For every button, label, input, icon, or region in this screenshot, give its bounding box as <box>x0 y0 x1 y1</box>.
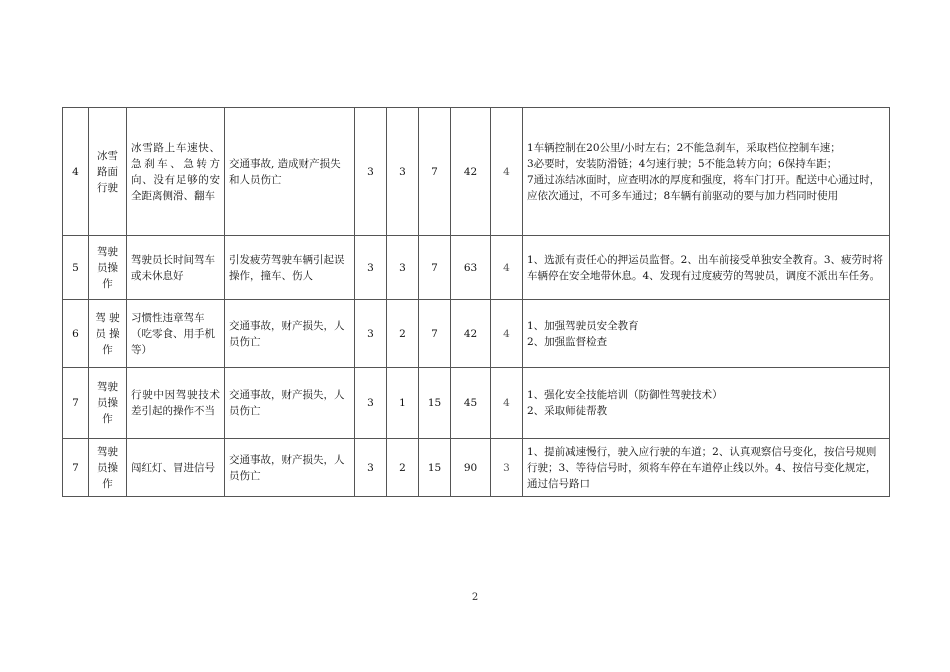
likelihood-cell: 3 <box>355 236 387 300</box>
risk-level-cell: 4 <box>491 368 523 439</box>
table-row <box>63 368 890 439</box>
risk-score-cell: 90 <box>451 439 491 497</box>
consequence-cell: 交通事故, 造成财产损失和人员伤亡 <box>225 108 355 236</box>
control-measures-cell: 1、加强驾驶员安全教育 2、加强监督检查 <box>523 300 890 368</box>
exposure-cell: 2 <box>387 300 419 368</box>
exposure-cell: 1 <box>387 368 419 439</box>
activity-cell: 驾驶 员操 作 <box>89 236 127 300</box>
row-number: 5 <box>63 236 89 300</box>
row-number: 6 <box>63 300 89 368</box>
risk-score-cell: 42 <box>451 300 491 368</box>
activity-cell: 冰雪 路面 行驶 <box>89 108 127 236</box>
table-row <box>63 300 890 368</box>
risk-level-cell: 4 <box>491 236 523 300</box>
hazard-cell: 冰雪路上车速快、急刹车、急转方向、没有足够的安全距离侧滑、翻车 <box>127 108 225 236</box>
consequence-score-cell: 7 <box>419 108 451 236</box>
consequence-score-cell: 15 <box>419 439 451 497</box>
consequence-cell: 交通事故，财产损失，人员伤亡 <box>225 300 355 368</box>
hazard-cell: 行驶中因驾驶技术差引起的操作不当 <box>127 368 225 439</box>
row-number: 7 <box>63 439 89 497</box>
hazard-risk-table <box>62 107 890 497</box>
activity-cell: 驾驶 员操 作 <box>89 439 127 497</box>
control-measures-cell: 1、强化安全技能培训（防御性驾驶技术） 2、采取师徒帮教 <box>523 368 890 439</box>
likelihood-cell: 3 <box>355 300 387 368</box>
likelihood-cell: 3 <box>355 108 387 236</box>
likelihood-cell: 3 <box>355 439 387 497</box>
row-number: 4 <box>63 108 89 236</box>
control-measures-cell: 1、选派有责任心的押运员监督。2、出车前接受单独安全教育。3、疲劳时将车辆停在安全地带休息。4、发现有过度疲劳的驾驶员，调度不派出车任务。 <box>523 236 890 300</box>
exposure-cell: 2 <box>387 439 419 497</box>
page-number: 2 <box>471 592 479 603</box>
risk-score-cell: 63 <box>451 236 491 300</box>
control-measures-cell: 1、提前减速慢行，驶入应行驶的车道；2、认真观察信号变化，按信号规则行驶；3、等待信号时，须将车停在车道停止线以外。4、按信号变化规定，通过信号路口 <box>523 439 890 497</box>
hazard-cell: 习惯性违章驾车（吃零食、用手机等） <box>127 300 225 368</box>
table-row <box>63 108 890 236</box>
table-row <box>63 439 890 497</box>
row-number: 7 <box>63 368 89 439</box>
activity-cell: 驾 驶 员 操 作 <box>89 300 127 368</box>
likelihood-cell: 3 <box>355 368 387 439</box>
consequence-score-cell: 7 <box>419 236 451 300</box>
risk-level-cell: 3 <box>491 439 523 497</box>
risk-level-cell: 4 <box>491 108 523 236</box>
risk-score-cell: 45 <box>451 368 491 439</box>
hazard-cell: 闯红灯、冒进信号 <box>127 439 225 497</box>
consequence-cell: 引发疲劳驾驶车辆引起误操作，撞车、伤人 <box>225 236 355 300</box>
risk-level-cell: 4 <box>491 300 523 368</box>
exposure-cell: 3 <box>387 108 419 236</box>
hazard-cell: 驾驶员长时间驾车或未休息好 <box>127 236 225 300</box>
consequence-cell: 交通事故，财产损失，人员伤亡 <box>225 368 355 439</box>
table-row <box>63 236 890 300</box>
exposure-cell: 3 <box>387 236 419 300</box>
activity-cell: 驾驶 员操 作 <box>89 368 127 439</box>
consequence-score-cell: 15 <box>419 368 451 439</box>
risk-score-cell: 42 <box>451 108 491 236</box>
consequence-cell: 交通事故，财产损失，人员伤亡 <box>225 439 355 497</box>
control-measures-cell: 1车辆控制在20公里/小时左右；2不能急刹车，采取档位控制车速； 3必要时，安装防滑链；4匀速行驶；5不能急转方向；6保持车距； 7通过冻结冰面时，应查明冰的厚度和强度，将车门打开。配送中心通过时，应依次通过，不可多车通过；8车辆有前驱动的要与加力档同时使用 <box>523 108 890 236</box>
consequence-score-cell: 7 <box>419 300 451 368</box>
